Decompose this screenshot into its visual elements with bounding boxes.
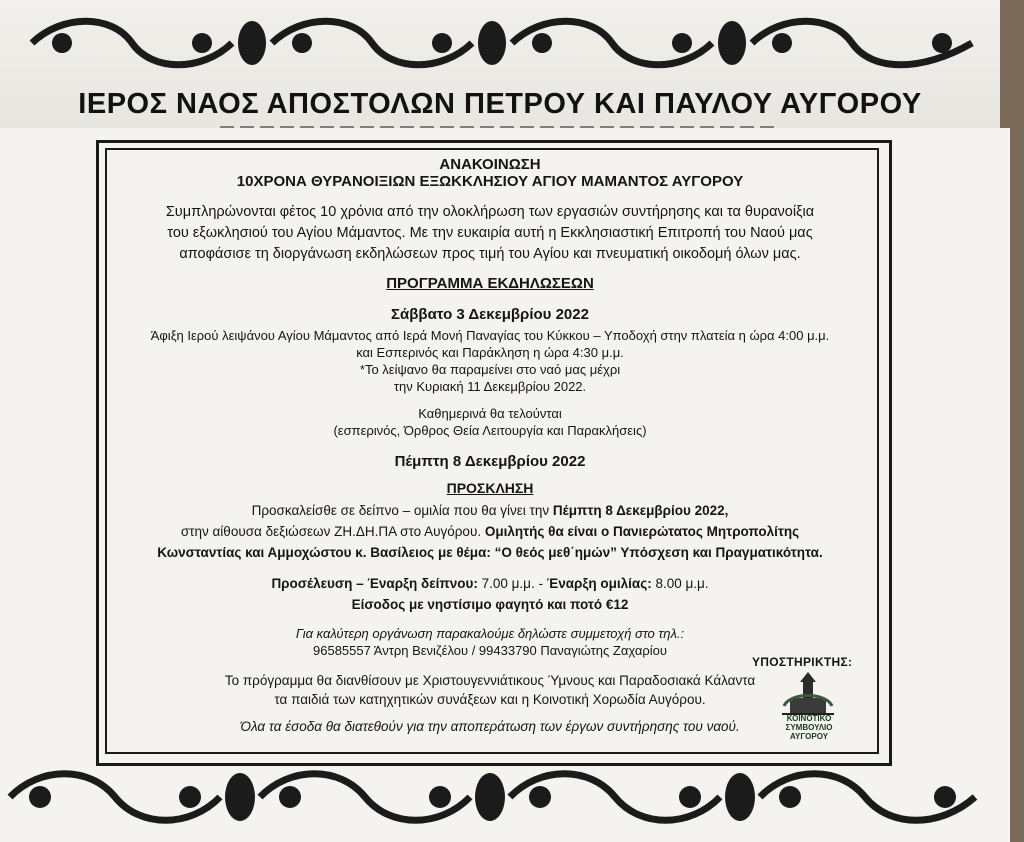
day1-date: Σάββατο 3 Δεκεμβρίου 2022 — [391, 306, 589, 323]
invitation-title: ΠΡΟΣΚΛΗΣΗ — [446, 480, 534, 496]
invitation-venue: στην αίθουσα δεξιώσεων ΖΗ.ΔΗ.ΠΑ στο Αυγόρου. — [180, 524, 485, 539]
invitation-text — [110, 500, 870, 615]
day1-line: (εσπερινός, Όρθρος Θεία Λειτουργία και Παρακλήσεις) — [333, 423, 647, 438]
day1-line: *Το λείψανο θα παραμείνει στο ναό μας μέχρι — [359, 362, 621, 377]
closing-line: Όλα τα έσοδα θα διατεθούν για την αποπεράτωση των έργων συντήρησης του ναού. — [240, 719, 740, 734]
invitation-line — [110, 500, 870, 521]
day1-line: την Κυριακή 11 Δεκεμβρίου 2022. — [393, 379, 587, 394]
invitation-text-part: Προσκαλείσθε σε δείπνο – ομιλία που θα γίνει την — [251, 503, 553, 518]
bottom-ornament-svg — [0, 752, 1000, 842]
invitation-line — [110, 521, 870, 542]
notice-subheading: 10ΧΡΟΝΑ ΘΥΡΑΝΟΙΞΙΩΝ ΕΞΩΚΚΛΗΣΙΟΥ ΑΓΙΟΥ ΜΑΜΑΝΤΟΣ ΑΥΓΟΡΟΥ — [236, 173, 744, 190]
logo-line: ΚΟΙΝΟΤΙΚΟ — [786, 714, 832, 723]
contact-info — [110, 625, 870, 659]
intro-line: Συμπληρώνονται φέτος 10 χρόνια από την ολοκλήρωση των εργασιών συντήρησης και τα θυρανοίξια — [165, 204, 815, 220]
arrival-time: 7.00 μ.μ. - — [481, 576, 547, 591]
day1-line: Καθημερινά θα τελούνται — [418, 406, 562, 421]
logo-line: ΣΥΜΒΟΥΛΙΟ — [785, 723, 833, 732]
entry-fee: Είσοδος με νηστίσιμο φαγητό και ποτό €12 — [351, 597, 629, 612]
intro-line: του εξωκλησιού του Αγίου Μάμαντος. Με την ευκαιρία αυτή η Εκκλησιαστική Επιτροπή του Ναού μας — [167, 225, 813, 241]
intro-paragraph — [110, 202, 870, 265]
contact-line: Για καλύτερη οργάνωση παρακαλούμε δηλώστε συμμετοχή στο τηλ.: — [295, 626, 685, 641]
invitation-speaker: Ομιλητής θα είναι ο Πανιερώτατος Μητροπολίτης — [484, 524, 800, 539]
talk-time: 8.00 μ.μ. — [655, 576, 709, 591]
contact-phones: 96585557 Άντρη Βενιζέλου / 99433790 Παναγιώτης Ζαχαρίου — [313, 643, 667, 658]
talk-label: Έναρξη ομιλίας: — [546, 576, 656, 591]
day2-date: Πέμπτη 8 Δεκεμβρίου 2022 — [394, 453, 586, 470]
invitation-topic: Κωνσταντίας και Αμμοχώστου κ. Βασίλειος με θέμα: “Ο θεός μεθ΄ημών” Υπόσχεση και Πραγματικότητα. — [157, 545, 823, 560]
day1-line: και Εσπερινός και Παράκληση η ώρα 4:30 μ.μ. — [356, 345, 624, 360]
closing-text — [110, 671, 870, 736]
intro-line: αποφάσισε τη διοργάνωση εκδηλώσεων προς τιμή του Αγίου και πνευματική οικοδομή όλων μας. — [179, 246, 801, 262]
sponsor-logo-text — [778, 714, 840, 741]
invitation-date: Πέμπτη 8 Δεκεμβρίου 2022, — [552, 503, 729, 518]
church-title: ΙΕΡΟΣ ΝΑΟΣ ΑΠΟΣΤΟΛΩΝ ΠΕΤΡΟΥ ΚΑΙ ΠΑΥΛΟΥ ΑΥΓΟΡΟΥ — [78, 88, 922, 120]
closing-line: τα παιδιά των κατηχητικών συνάξεων και η Κοινοτική Χορωδία Αυγόρου. — [274, 692, 706, 707]
arrival-label: Προσέλευση – Έναρξη δείπνου: — [271, 576, 482, 591]
day1-line: Άφιξη Ιερού λειψάνου Αγίου Μάμαντος από Ιερά Μονή Παναγίας του Κύκκου – Υποδοχή στην πλατεία η ώρα 4:00 μ.μ. — [150, 328, 830, 343]
notice-content — [110, 150, 870, 736]
sponsor-label: ΥΠΟΣΤΗΡΙΚΤΗΣ: — [752, 655, 853, 669]
day1-details — [110, 327, 870, 439]
bottom-ornament-border — [0, 752, 1000, 842]
notice-heading: ΑΝΑΚΟΙΝΩΣΗ — [439, 156, 541, 173]
logo-line: ΑΥΓΟΡΟΥ — [789, 732, 829, 741]
header-sheet — [0, 0, 1000, 140]
closing-line: Το πρόγραμμα θα διανθίσουν με Χριστουγεννιάτικους Ύμνους και Παραδοσιακά Κάλαντα — [224, 673, 756, 688]
arrival-times — [110, 573, 870, 594]
program-title: ΠΡΟΓΡΑΜΜΑ ΕΚΔΗΛΩΣΕΩΝ — [386, 275, 594, 292]
top-ornament-border — [22, 6, 982, 80]
